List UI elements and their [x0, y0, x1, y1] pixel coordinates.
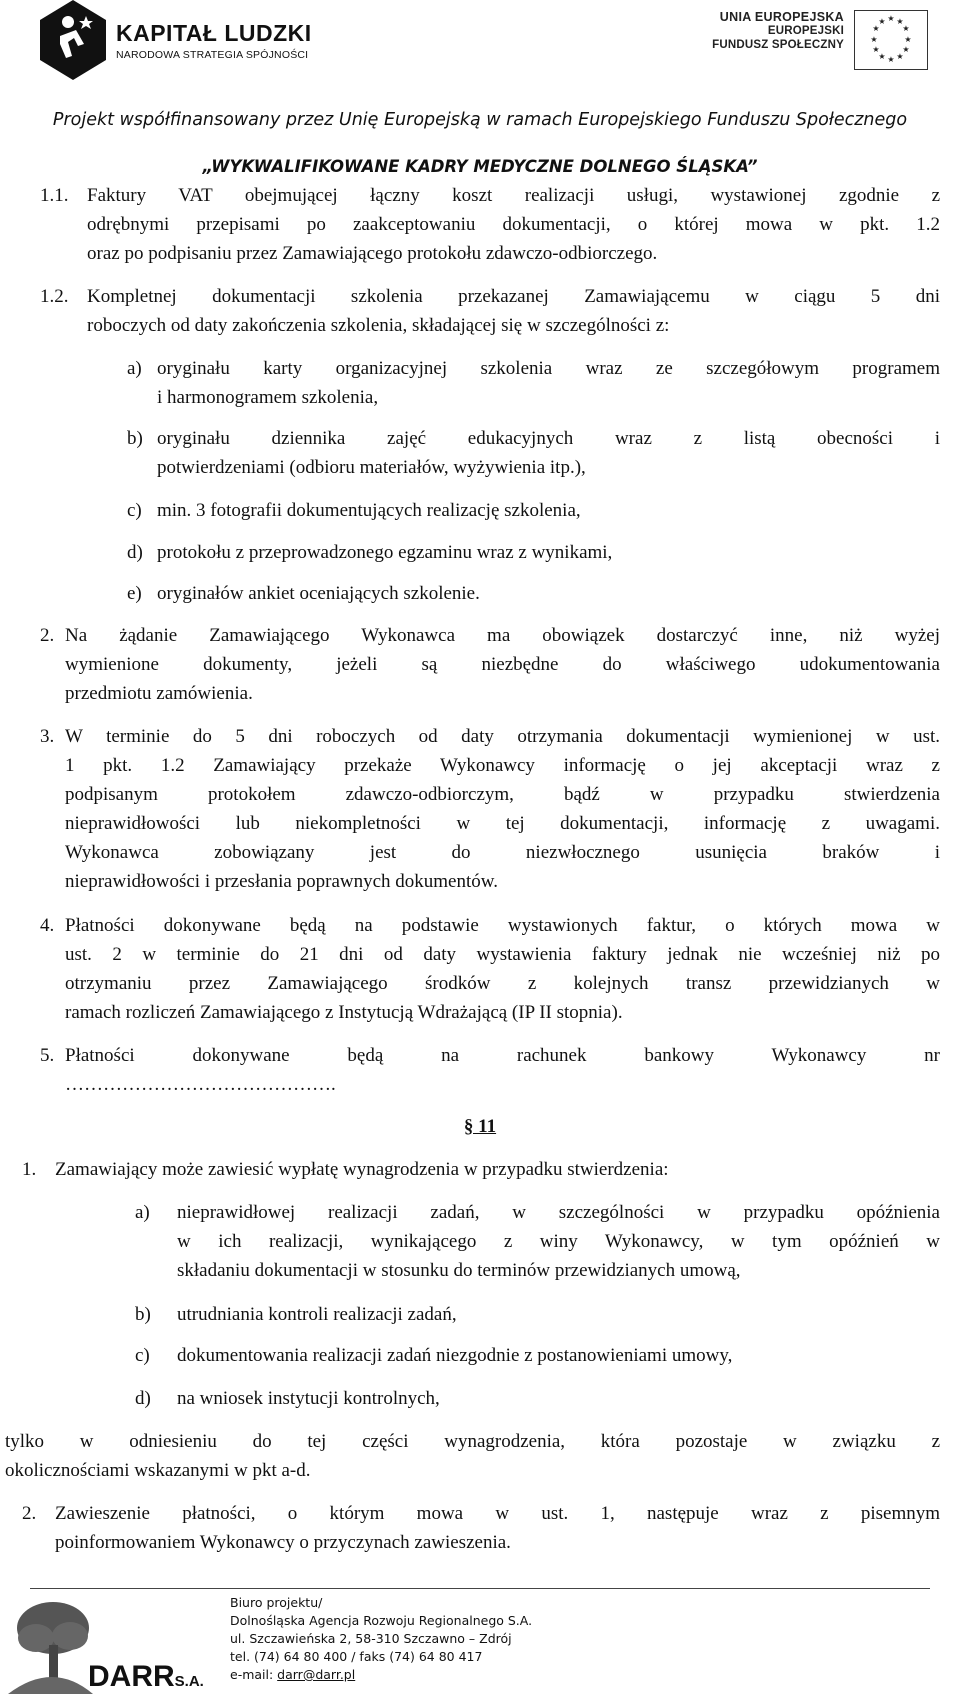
text-line: i harmonogramem szkolenia, — [157, 387, 379, 408]
text-line: poinformowaniem Wykonawcy o przyczynach zawieszenia. — [55, 1532, 511, 1553]
kapital-ludzki-logo — [40, 0, 312, 80]
svg-text:★: ★ — [887, 14, 895, 23]
text-line: dokumentowania realizacji zadań niezgodnie z postanowieniami umowy, — [177, 1345, 733, 1366]
text-line: oryginału karty organizacyjnej szkolenia wraz ze szczegółowym programem — [157, 358, 940, 379]
svg-text:★: ★ — [902, 24, 910, 33]
svg-text:★: ★ — [878, 17, 886, 26]
text-line: Płatności dokonywane będą na rachunek bankowy Wykonawcy nr — [65, 1045, 940, 1066]
text-line: Zawieszenie płatności, o którym mowa w ust. 1, następuje wraz z pisemnym — [55, 1503, 940, 1524]
item-number: 3. — [40, 726, 55, 747]
text-line: przedmiotu zamówienia. — [65, 683, 253, 704]
text-line: otrzymaniu przez Zamawiającego środków z kolejnych transz przewidzianych w — [65, 973, 940, 994]
eu-logo — [712, 10, 928, 70]
text-line: oraz po podpisaniu przez Zamawiającego protokołu zdawczo-odbiorczego. — [87, 243, 658, 264]
list-letter: c) — [127, 500, 142, 521]
text-line: wymienione dokumenty, jeżeli są niezbędne do właściwego udokumentowania — [65, 654, 940, 675]
text-line: ust. 2 w terminie do 21 dni od daty wystawienia faktury jednak nie wcześniej niż po — [65, 944, 940, 965]
list-letter: b) — [135, 1304, 151, 1325]
list-letter: d) — [135, 1388, 151, 1409]
text-line: min. 3 fotografii dokumentujących realizację szkolenia, — [157, 500, 581, 521]
text-line: podpisanym protokołem zdawczo-odbiorczym, bądź w przypadku stwierdzenia — [65, 784, 940, 805]
kl-subtitle: NARODOWA STRATEGIA SPÓJNOŚCI — [116, 48, 309, 61]
text-line: 1 pkt. 1.2 Zamawiający przekaże Wykonawcy informację o jej akceptacji wraz z — [65, 755, 940, 776]
svg-text:★: ★ — [887, 55, 895, 64]
text-line: Kompletnej dokumentacji szkolenia przekazanej Zamawiającemu w ciągu 5 dni — [87, 286, 940, 307]
text-line: Faktury VAT obejmującej łączny koszt realizacji usługi, wystawionej zgodnie z — [87, 185, 940, 206]
darr-logo-text — [88, 1660, 204, 1694]
project-name: „WYKWALIFIKOWANE KADRY MEDYCZNE DOLNEGO ŚLĄSKA” — [202, 157, 758, 176]
text-line: oryginałów ankiet oceniających szkolenie. — [157, 583, 480, 604]
darr-sa: S.A. — [174, 1673, 204, 1690]
text-line: roboczych od daty zakończenia szkolenia, składającej się w szczególności z: — [87, 315, 670, 336]
account-number-placeholder: ……………………………………. — [65, 1074, 336, 1095]
list-letter: d) — [127, 542, 143, 563]
list-letter: a) — [135, 1202, 150, 1223]
list-letter: c) — [135, 1345, 150, 1366]
text-line: protokołu z przeprowadzonego egzaminu wraz z wynikami, — [157, 542, 613, 563]
footer-divider — [30, 1588, 930, 1589]
page-header — [0, 0, 960, 110]
text-line: Płatności dokonywane będą na podstawie wystawionych faktur, o których mowa w — [65, 915, 940, 936]
darr-name: DARR — [88, 1660, 175, 1693]
svg-text:★: ★ — [870, 35, 878, 44]
text-line: W terminie do 5 dni roboczych od daty otrzymania dokumentacji wymienionej w ust. — [65, 726, 940, 747]
text-line: Na żądanie Zamawiającego Wykonawca ma obowiązek dostarczyć inne, niż wyżej — [65, 625, 940, 646]
kapital-ludzki-mark-icon — [40, 0, 106, 80]
eu-line-2: EUROPEJSKI — [767, 25, 844, 37]
text-line: Zamawiający może zawiesić wypłatę wynagrodzenia w przypadku stwierdzenia: — [55, 1159, 669, 1180]
footer-line: Biuro projektu/ — [230, 1595, 323, 1610]
project-cofinancing-line: Projekt współfinansowany przez Unię Europejską w ramach Europejskiego Funduszu Społecznego — [52, 110, 908, 130]
list-letter: b) — [127, 428, 143, 449]
footer-line: tel. (74) 64 80 400 / faks (74) 64 80 417 — [230, 1649, 483, 1664]
text-line: okolicznościami wskazanymi w pkt a-d. — [5, 1460, 311, 1481]
text-line: nieprawidłowości i przesłania poprawnych dokumentów. — [65, 871, 499, 892]
text-line: w ich realizacji, wynikającego z winy Wykonawcy, w tym opóźnień w — [177, 1231, 940, 1252]
svg-text:★: ★ — [904, 35, 912, 44]
footer-line: ul. Szczawieńska 2, 58-310 Szczawno – Zdrój — [230, 1631, 512, 1646]
item-number: 1. — [22, 1159, 37, 1180]
eu-line-3: FUNDUSZ SPOŁECZNY — [712, 39, 844, 51]
svg-text:★: ★ — [896, 52, 904, 61]
footer-line: Dolnośląska Agencja Rozwoju Regionalnego S.A. — [230, 1613, 533, 1628]
svg-text:★: ★ — [872, 45, 880, 54]
text-line: nieprawidłowej realizacji zadań, w szczególności w przypadku opóźnienia — [177, 1202, 940, 1223]
kl-title: KAPITAŁ LUDZKI — [116, 19, 312, 46]
text-line: Wykonawca zobowiązany jest do niezwłocznego usunięcia braków i — [65, 842, 940, 863]
item-number: 1.2. — [40, 286, 69, 307]
item-number: 2. — [40, 625, 55, 646]
text-line: oryginału dziennika zajęć edukacyjnych wraz z listą obecności i — [157, 428, 940, 449]
text-line: utrudniania kontroli realizacji zadań, — [177, 1304, 457, 1325]
email-link[interactable]: darr@darr.pl — [277, 1667, 356, 1682]
text-line: nieprawidłowości lub niekompletności w tej dokumentacji, informację z uwagami. — [65, 813, 940, 834]
eu-line-1: UNIA EUROPEJSKA — [719, 10, 844, 24]
list-letter: a) — [127, 358, 142, 379]
item-number: 5. — [40, 1045, 55, 1066]
text-line: składaniu dokumentacji w stosunku do terminów przewidzianych umową, — [177, 1260, 741, 1281]
item-number: 4. — [40, 915, 55, 936]
eu-flag-icon — [854, 10, 928, 70]
item-number: 1.1. — [40, 185, 69, 206]
section-heading: § 11 — [463, 1116, 497, 1137]
svg-text:★: ★ — [902, 45, 910, 54]
email-prefix: e-mail: — [230, 1667, 278, 1682]
svg-text:★: ★ — [878, 52, 886, 61]
text-line: odrębnymi przepisami po zaakceptowaniu dokumentacji, o której mowa w pkt. 1.2 — [87, 214, 940, 235]
footer-email-line — [230, 1666, 355, 1684]
list-letter: e) — [127, 583, 142, 604]
svg-text:★: ★ — [896, 17, 904, 26]
text-line: na wniosek instytucji kontrolnych, — [177, 1388, 440, 1409]
svg-text:★: ★ — [872, 24, 880, 33]
item-number: 2. — [22, 1503, 37, 1524]
text-line: ramach rozliczeń Zamawiającego z Instytucją Wdrażającą (IP II stopnia). — [65, 1002, 623, 1023]
text-line: tylko w odniesieniu do tej części wynagrodzenia, która pozostaje w związku z — [5, 1431, 940, 1452]
text-line: potwierdzeniami (odbioru materiałów, wyżywienia itp.), — [157, 457, 586, 478]
